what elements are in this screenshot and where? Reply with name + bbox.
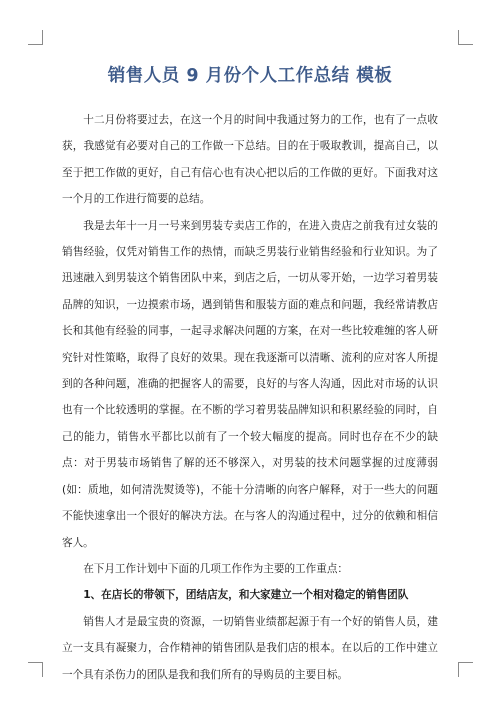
crop-mark-bottom-left <box>28 662 43 677</box>
document-body <box>62 107 438 688</box>
paragraph-plan-item-1: 1、在店长的带领下，团结店友，和大家建立一个相对稳定的销售团队 <box>83 589 409 602</box>
document-title: 销售人员 9 月份个人工作总结 模板 <box>107 66 393 86</box>
paragraph-plan-intro: 在下月工作计划中下面的几项工作作为主要的工作重点： <box>83 562 349 575</box>
crop-mark-top-right <box>458 30 473 45</box>
paragraph-team: 销售人才是最宝贵的资源，一切销售业绩都起源于有一个好的销售人员，建立一支具有凝聚力，合作精神的销售团队是我们店的根本。在以后的工作中建立一个具有杀伤力的团队是我和我们所有的导购员的主要目标。 <box>62 615 438 681</box>
crop-mark-bottom-right <box>458 662 473 677</box>
crop-mark-top-left <box>28 30 43 45</box>
paragraph-experience: 我是去年十一月一号来到男装专卖店工作的，在进入贵店之前我有过女装的销售经验，仅凭对销售工作的热情，而缺乏男装行业销售经验和行业知识。为了迅速融入到男装这个销售团队中来，到店之后，一切从零开始，一边学习着男装品牌的知识，一边摸索市场，遇到销售和服装方面的难点和问题，我经常请教店长和其他有经验的同事，一起寻求解决问题的方案，在对一些比较难缠的客人研究针对性策略，取得了良好的效果。现在我逐渐可以清晰、流利的应对客人所提到的各种问题，准确的把握客人的需要，良好的与客人沟通，因此对市场的认识也有一个比较透明的掌握。在不断的学习着男装品牌知识和积累经验的同时，自己的能力，销售水平都比以前有了一个较大幅度的提高。同时也存在不少的缺点：对于男装市场销售了解的还不够深入，对男装的技术问题掌握的过度薄弱(如：质地，如何清洗熨烫等)，不能十分清晰的向客户解释，对于一些大的问题不能快速拿出一个很好的解决方法。在与客人的沟通过程中，过分的依赖和相信客人。 <box>62 219 438 549</box>
paragraph-intro: 十二月份将要过去，在这一个月的时间中我通过努力的工作，也有了一点收获，我感觉有必要对自己的工作做一下总结。目的在于吸取教训，提高自己，以至于把工作做的更好，自己有信心也有决心把以后的工作做的更好。下面我对这一个月的工作进行简要的总结。 <box>62 114 438 206</box>
